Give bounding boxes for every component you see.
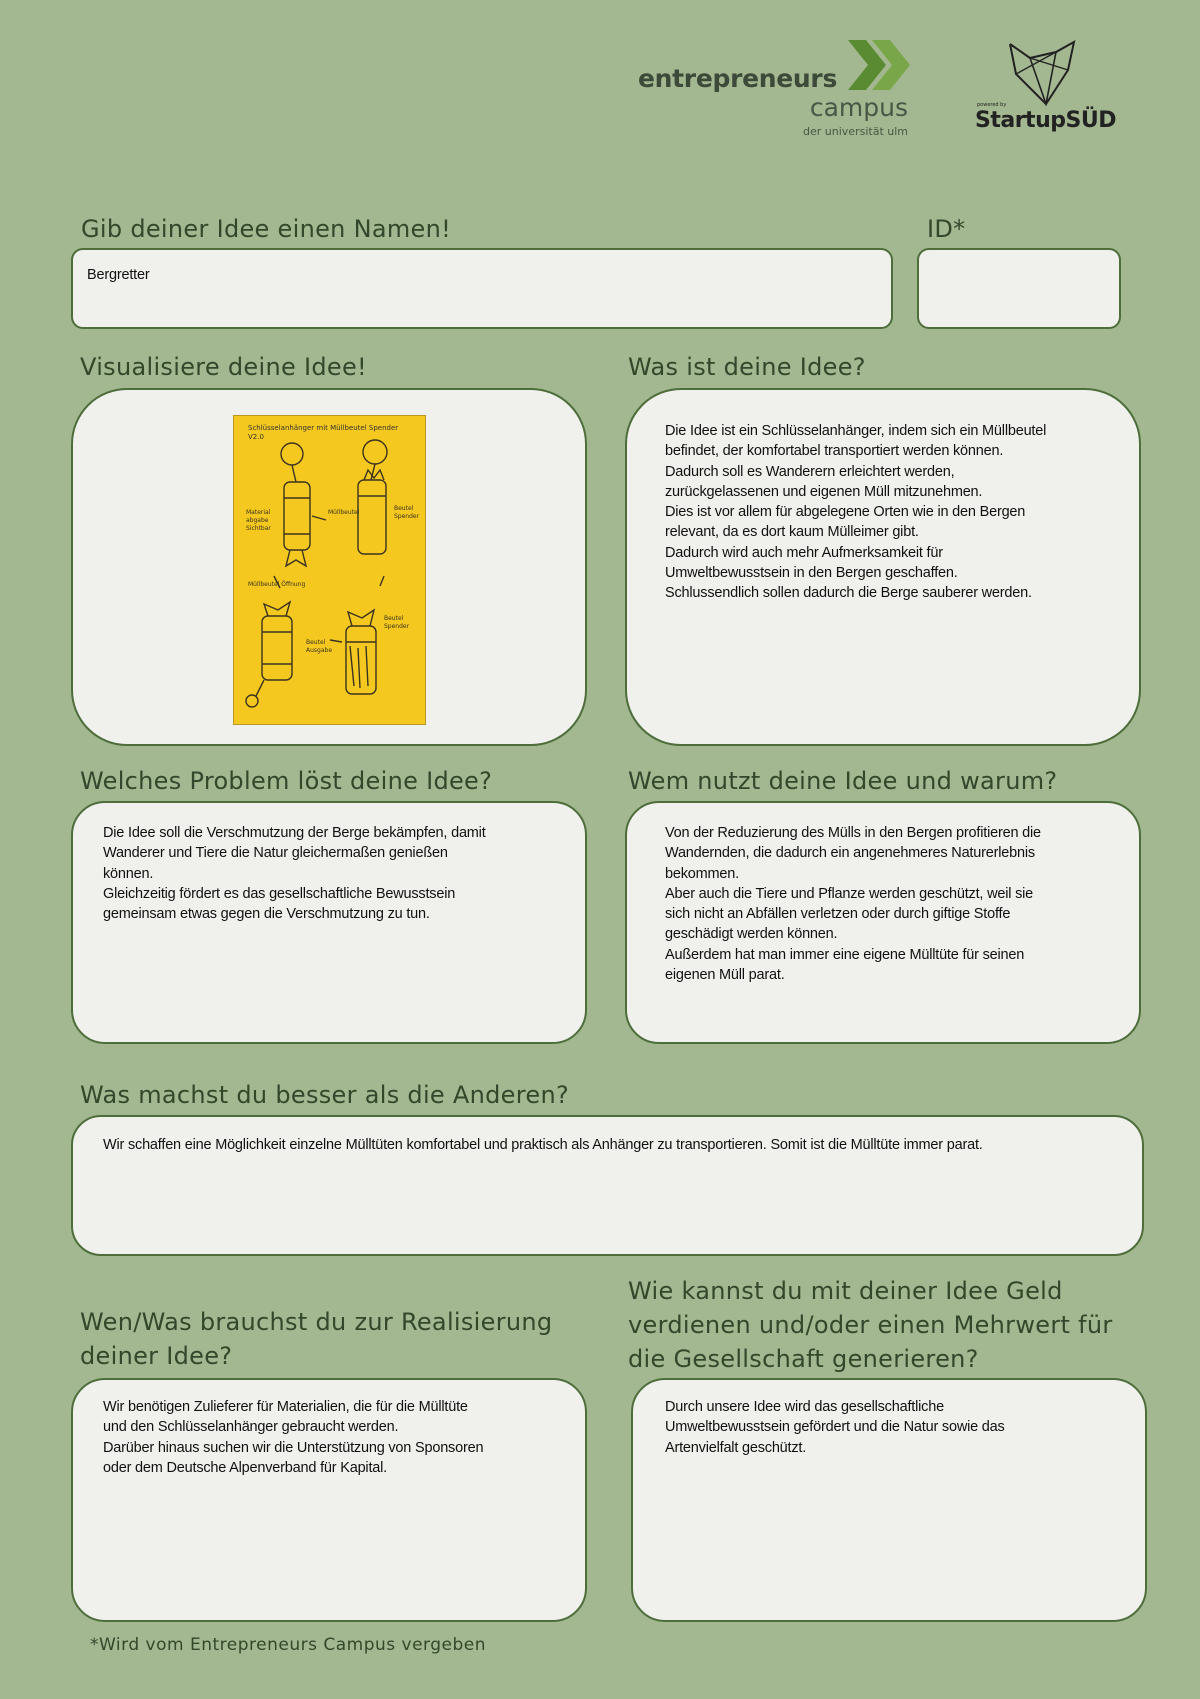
problem-text: Die Idee soll die Verschmutzung der Berge bekämpfen, damit Wanderer und Tiere die Natur gleichermaßen genießen können. Gleichzeitig fördert es das gesellschaftliche Bewusstsein gemeinsam etwas gegen die Verschmutzung zu tun.: [103, 825, 486, 923]
startup-sued-name: StartupSÜD: [975, 108, 1116, 133]
svg-text:Beutel: Beutel: [306, 639, 326, 646]
benefit-heading: Wem nutzt deine Idee und warum?: [628, 767, 1058, 795]
visual-heading: Visualisiere deine Idee!: [80, 353, 367, 381]
needs-text: Wir benötigen Zulieferer für Materialien, die für die Mülltüte und den Schlüsselanhänger gebraucht werden. Darüber hinaus suchen wir die Unterstützung von Sponsoren oder dem Deutsche Alpenverband für Kapital.: [103, 1399, 484, 1476]
id-field[interactable]: [917, 248, 1121, 329]
keychain-drawing-icon: [234, 416, 425, 724]
entrepreneurs-campus-logo: [638, 36, 913, 141]
idea-text: Die Idee ist ein Schlüsselanhänger, indem sich ein Müllbeutel befindet, der komfortabel transportiert werden können. Dadurch soll es Wanderern erleichtert werden, zurückgelassenen und eigenen Müll mitzunehmen. Dies ist vor allem für abgelegene Orten wie in den Bergen relevant, da es dort kaum Mülleimer gibt. Dadurch wird auch mehr Aufmerksamkeit für Umweltbewusstsein in den Bergen geschaffen. Schlussendlich sollen dadurch die Berge sauberer werden.: [665, 423, 1047, 602]
name-field[interactable]: [71, 248, 893, 329]
needs-heading: Wen/Was brauchst du zur Realisierung deiner Idee?: [80, 1308, 553, 1370]
svg-text:Spender: Spender: [384, 623, 410, 630]
svg-text:Müllbeutel: Müllbeutel: [328, 509, 360, 516]
fox-head-icon: [1008, 40, 1078, 106]
better-box[interactable]: [71, 1115, 1144, 1256]
better-text: Wir schaffen eine Möglichkeit einzelne Mülltüten komfortabel und praktisch als Anhänger zu transportieren. Somit ist die Mülltüte immer parat.: [103, 1137, 983, 1153]
svg-text:abgabe: abgabe: [246, 517, 269, 524]
logo-word-campus: campus: [809, 93, 908, 122]
money-heading: Wie kannst du mit deiner Idee Geld verdienen und/oder einen Mehrwert für die Gesellschaft generieren?: [628, 1277, 1113, 1373]
idea-box[interactable]: [625, 388, 1141, 746]
svg-text:Ausgabe: Ausgabe: [306, 647, 333, 654]
svg-text:Beutel: Beutel: [384, 615, 404, 622]
benefit-box[interactable]: [625, 801, 1141, 1044]
benefit-text: Von der Reduzierung des Mülls in den Bergen profitieren die Wandernden, die dadurch ein angenehmeres Naturerlebnis bekommen. Aber auch die Tiere und Pflanze werden geschützt, weil sie sich nicht an Abfällen verletzen oder durch giftige Stoffe geschädigt werden können. Außerdem hat man immer eine eigene Mülltüte für seinen eigenen Müll parat.: [665, 825, 1041, 984]
chevron-arrows-icon: [848, 40, 914, 90]
money-text: Durch unsere Idee wird das gesellschaftliche Umweltbewusstsein gefördert und die Natur sowie das Artenvielfalt geschützt.: [665, 1399, 1005, 1456]
needs-box[interactable]: [71, 1378, 587, 1622]
problem-heading: Welches Problem löst deine Idee?: [80, 767, 493, 795]
problem-box[interactable]: [71, 801, 587, 1044]
footnote: *Wird vom Entrepreneurs Campus vergeben: [90, 1635, 487, 1655]
sketch-image: [234, 416, 425, 724]
svg-text:Sichtbar: Sichtbar: [246, 525, 271, 532]
logo-word-entrepreneurs: entrepreneurs: [638, 64, 838, 93]
idea-heading: Was ist deine Idee?: [628, 353, 866, 381]
logo-word-university: der universität ulm: [803, 125, 908, 138]
svg-text:Müllbeutel Öffnung: Müllbeutel Öffnung: [248, 581, 306, 588]
name-heading: Gib deiner Idee einen Namen!: [81, 215, 452, 243]
name-value: Bergretter: [87, 267, 150, 283]
better-heading: Was machst du besser als die Anderen?: [80, 1081, 570, 1109]
powered-by-text: powered by: [977, 102, 1007, 108]
svg-text:Beutel: Beutel: [394, 505, 414, 512]
svg-text:Material: Material: [246, 509, 271, 516]
money-box[interactable]: [631, 1378, 1147, 1622]
sketch-title: Schlüsselanhänger mit Müllbeutel Spender V2.0: [248, 424, 399, 441]
svg-text:Spender: Spender: [394, 513, 420, 520]
startup-sued-logo: [972, 40, 1116, 140]
id-heading: ID*: [927, 215, 966, 243]
